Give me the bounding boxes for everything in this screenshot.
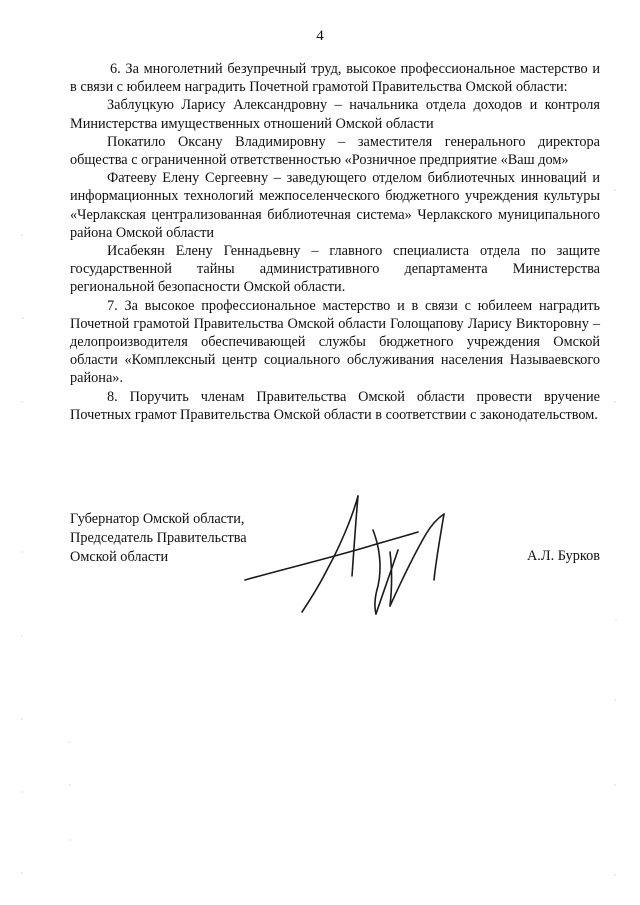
signatory-title-line: Председатель Правительства: [70, 530, 247, 546]
paragraph-awardee-1: Заблуцкую Ларису Александровну – начальника отдела доходов и контроля Министерства имущественных отношений Омской области: [70, 97, 600, 132]
page-number: 4: [316, 28, 324, 44]
signatory-title: [70, 510, 247, 567]
signatory-title-line: Омской области: [70, 549, 169, 565]
paragraph-awardee-3: Фатееву Елену Сергеевну – заведующего отделом библиотечных инноваций и информационных технологий межпоселенческого бюджетного учреждения культуры «Черлакская централизованная библиотечная система» Черлакского муниципального района Омской области: [70, 170, 600, 241]
paragraph-awardee-4: Исабекян Елену Геннадьевну – главного специалиста отдела по защите государственной тайны административного департамента Министерства региональной безопасности Омской области.: [70, 243, 600, 296]
signatory-title-line: Губернатор Омской области,: [70, 511, 245, 527]
paragraph-item-7: 7. За высокое профессиональное мастерство и в связи с юбилеем наградить Почетной грамотой Правительства Омской области Голощапову Ларису Викторовну – делопроизводителя обеспечивающей службы бюджетного учреждения Омской области «Комплексный центр социального обслуживания населения Называевского района».: [70, 297, 600, 387]
signatory-name: А.Л. Бурков: [526, 548, 600, 564]
paragraph-awardee-2: Покатило Оксану Владимировну – заместителя генерального директора общества с ограниченной ответственностью «Розничное предприятие «Ваш дом»: [70, 133, 600, 169]
paragraph-item-8: 8. Поручить членам Правительства Омской области провести вручение Почетных грамот Правительства Омской области в соответствии с законодательством.: [70, 388, 600, 423]
handwritten-signature: [240, 488, 490, 623]
document-body: [70, 60, 600, 424]
paragraph-item-6: 6. За многолетний безупречный труд, высокое профессиональное мастерство и в связи с юбилеем наградить Почетной грамотой Правительства Омской области:: [70, 61, 600, 96]
